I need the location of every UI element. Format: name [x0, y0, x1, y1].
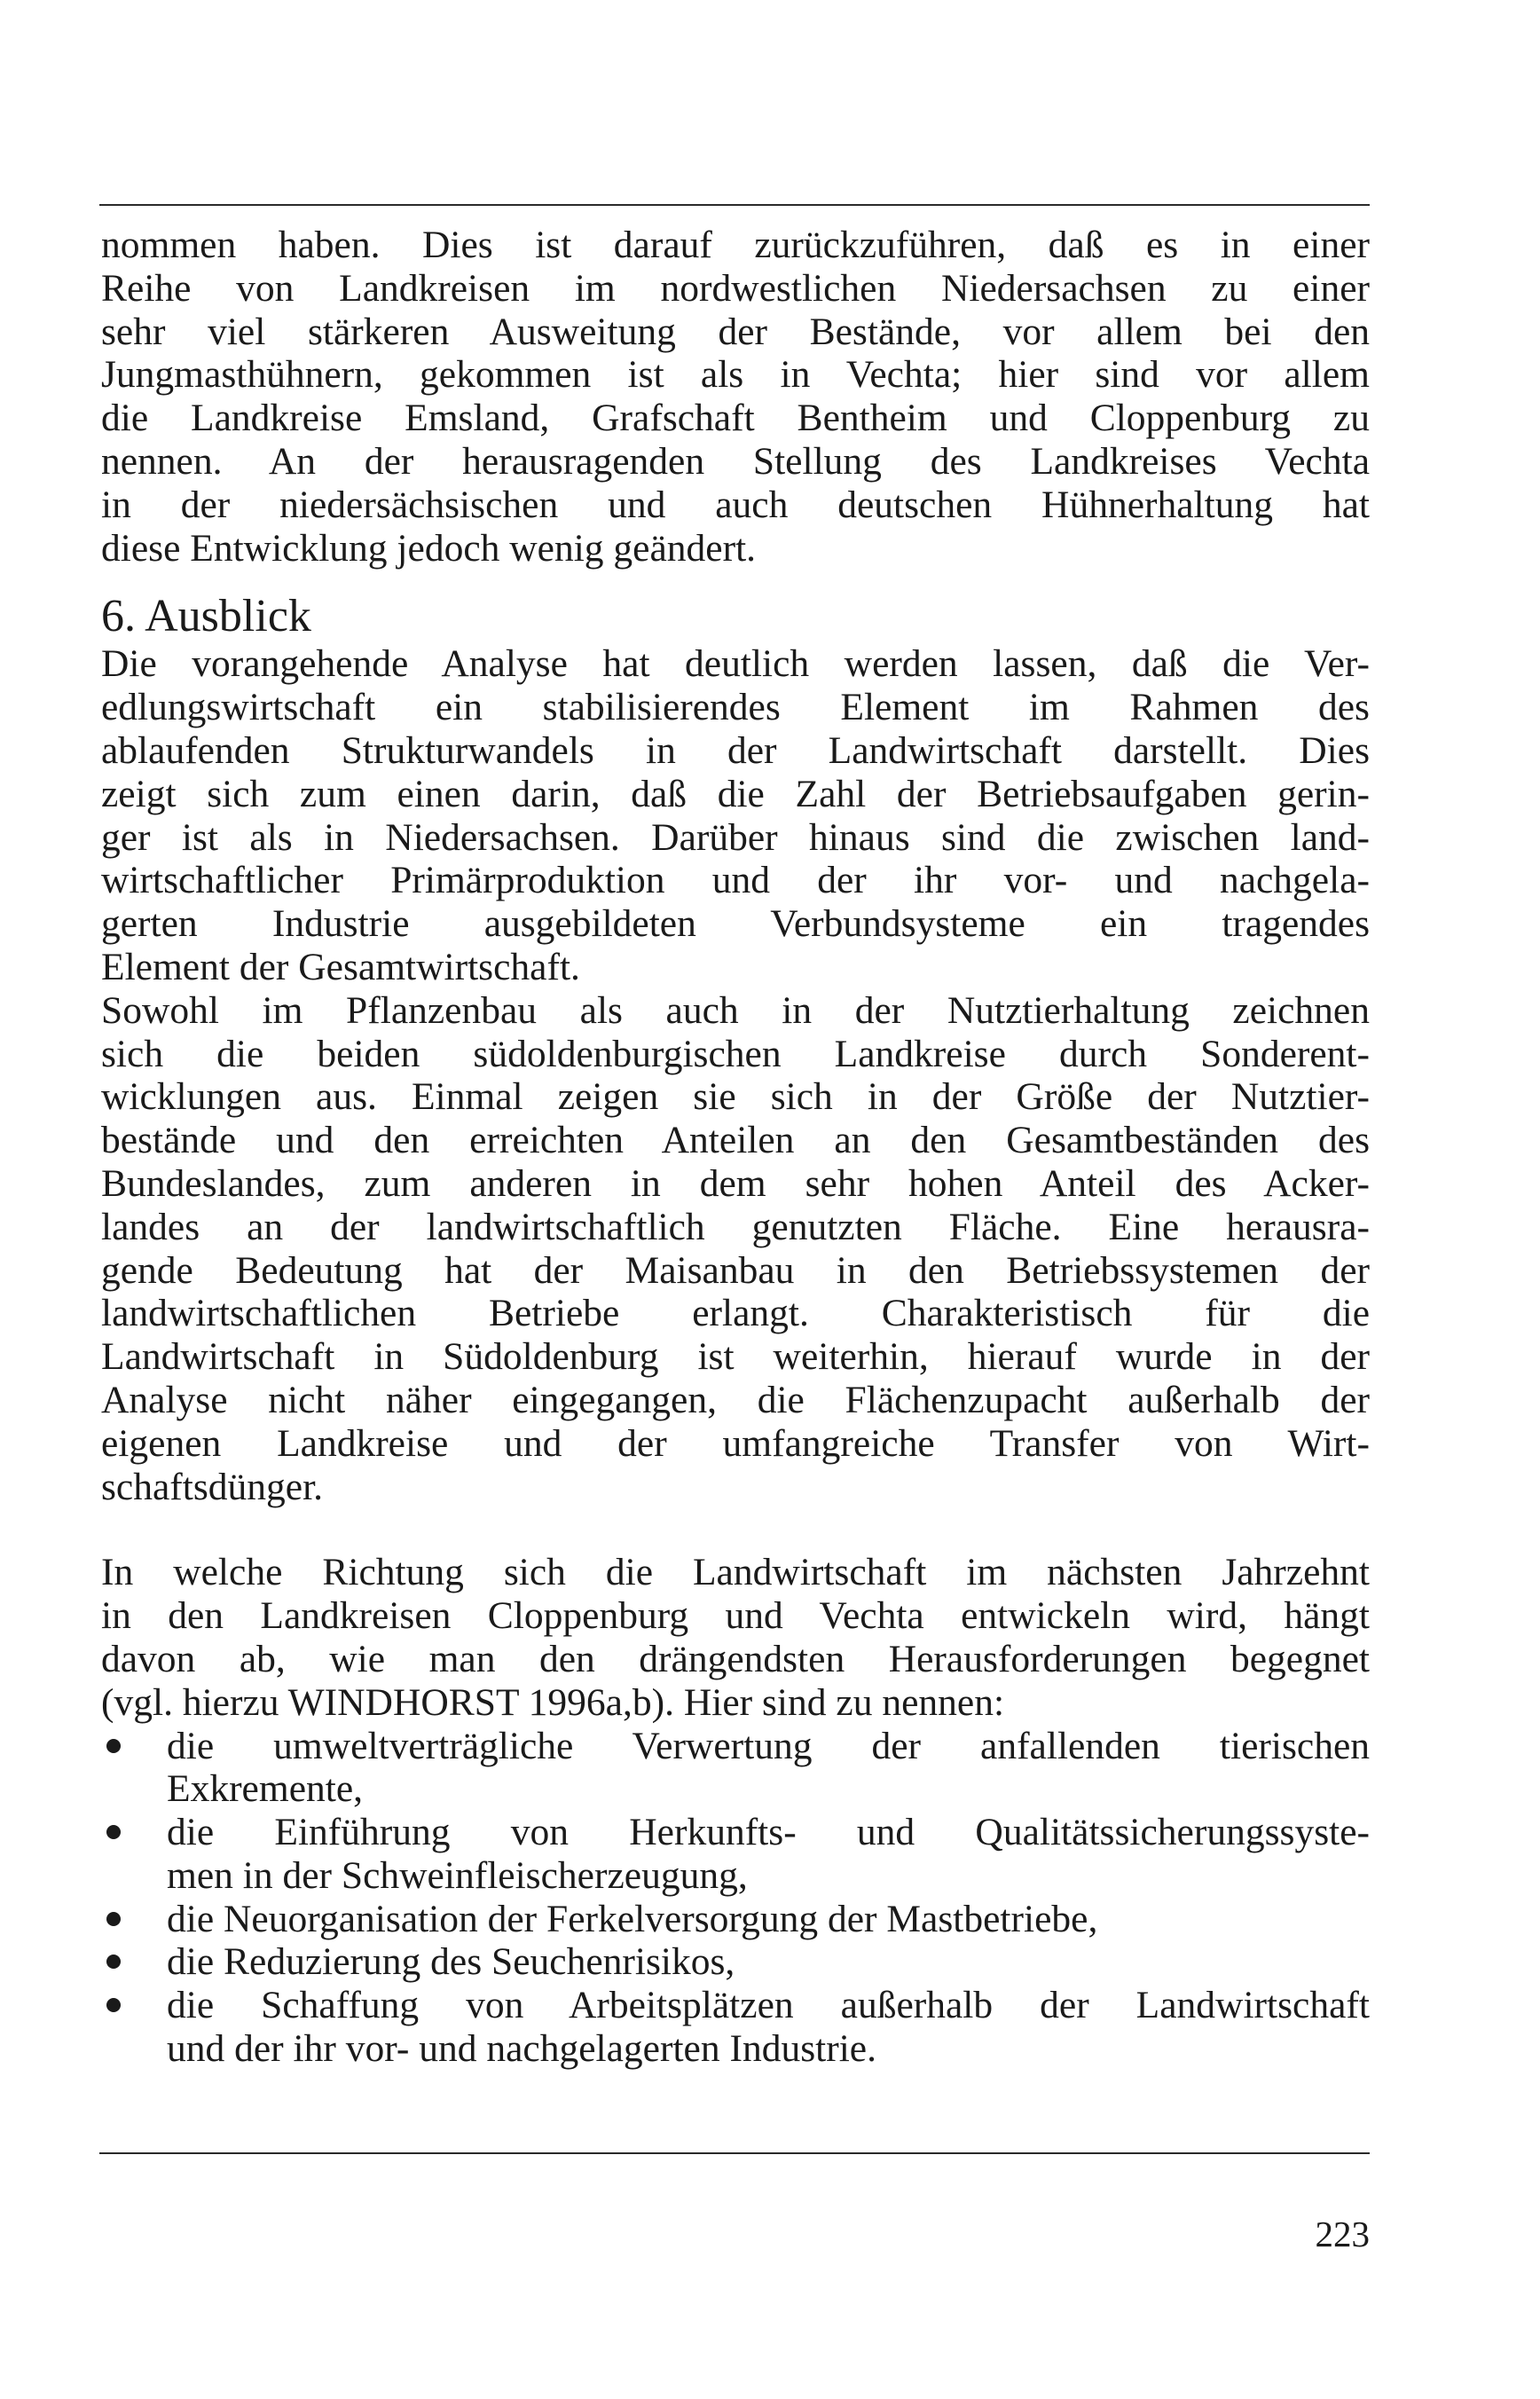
- text-line: men in der Schweinfleischerzeugung,: [167, 1853, 748, 1897]
- text-line: die Schaffung von Arbeitsplätzen außerhalb der Landwirtschaft: [167, 1984, 1370, 2027]
- text-line: Reihe von Landkreisen im nordwestlichen Niedersachsen zu einer: [101, 266, 1370, 310]
- text-line: Element der Gesamtwirtschaft.: [101, 945, 580, 988]
- top-paragraph: [101, 224, 1370, 570]
- section-paragraph-1: [101, 642, 1370, 988]
- text-line: bestände und den erreichten Anteilen an den Gesamtbeständen des: [101, 1119, 1370, 1162]
- section-heading: 6. Ausblick: [101, 591, 311, 642]
- bullet-icon: [106, 1912, 121, 1926]
- section-paragraph-2: [101, 989, 1370, 1509]
- text-line: die Neuorganisation der Ferkelversorgung der Mastbetriebe,: [167, 1897, 1098, 1940]
- text-line: Die vorangehende Analyse hat deutlich werden lassen, daß die Ver-: [101, 642, 1370, 686]
- text-line: Analyse nicht näher eingegangen, die Flächenzupacht außerhalb der: [101, 1378, 1370, 1421]
- list-item: [101, 1811, 1370, 1898]
- text-line: Exkremente,: [167, 1767, 364, 1811]
- text-line: landwirtschaftlichen Betriebe erlangt. Charakteristisch für die: [101, 1292, 1370, 1335]
- text-line: in der niedersächsischen und auch deutschen Hühnerhaltung hat: [101, 483, 1370, 526]
- text-line: edlungswirtschaft ein stabilisierendes Element im Rahmen des: [101, 686, 1370, 729]
- bullet-icon: [106, 1825, 121, 1839]
- text-line: davon ab, wie man den drängendsten Herausforderungen begegnet: [101, 1637, 1370, 1680]
- challenges-list: [101, 1725, 1370, 2071]
- text-line: wirtschaftlicher Primärproduktion und der ihr vor- und nachgela-: [101, 859, 1370, 902]
- bullet-icon: [106, 1739, 121, 1753]
- list-item: [101, 1940, 1370, 1984]
- text-line: sehr viel stärkeren Ausweitung der Bestände, vor allem bei den: [101, 310, 1370, 353]
- text-line: in den Landkreisen Cloppenburg und Vechta entwickeln wird, hängt: [101, 1594, 1370, 1638]
- text-line: eigenen Landkreise und der umfangreiche Transfer von Wirt-: [101, 1421, 1370, 1465]
- text-line: die Landkreise Emsland, Grafschaft Bentheim und Cloppenburg zu: [101, 397, 1370, 440]
- text-line: nennen. An der herausragenden Stellung des Landkreises Vechta: [101, 439, 1370, 483]
- text-line: gerten Industrie ausgebildeten Verbundsysteme ein tragendes: [101, 902, 1370, 946]
- text-line: Landwirtschaft in Südoldenburg ist weiterhin, hierauf wurde in der: [101, 1335, 1370, 1379]
- top-rule: [99, 204, 1370, 206]
- text-line: nommen haben. Dies ist darauf zurückzuführen, daß es in einer: [101, 224, 1370, 266]
- page-content: [101, 224, 1370, 2071]
- text-line: schaftsdünger.: [101, 1465, 324, 1508]
- bullet-icon: [106, 1998, 121, 2012]
- text-line: die umweltverträgliche Verwertung der anfallenden tierischen: [167, 1724, 1370, 1767]
- text-line: die Reduzierung des Seuchenrisikos,: [167, 1940, 735, 1984]
- text-line: landes an der landwirtschaftlich genutzten Fläche. Eine herausra-: [101, 1205, 1370, 1248]
- text-line: Jungmasthühnern, gekommen ist als in Vechta; hier sind vor allem: [101, 353, 1370, 397]
- text-line: sich die beiden südoldenburgischen Landkreise durch Sonderent-: [101, 1032, 1370, 1075]
- bottom-rule: [99, 2152, 1370, 2154]
- text-line: In welche Richtung sich die Landwirtschaft im nächsten Jahrzehnt: [101, 1551, 1370, 1594]
- section-paragraph-3: [101, 1551, 1370, 1724]
- text-line: Bundeslandes, zum anderen in dem sehr hohen Anteil des Acker-: [101, 1161, 1370, 1205]
- paragraph-spacer: [101, 1508, 1370, 1551]
- page-number: 223: [1315, 2214, 1370, 2254]
- text-line: diese Entwicklung jedoch wenig geändert.: [101, 526, 757, 570]
- text-line: ger ist als in Niedersachsen. Darüber hinaus sind die zwischen land-: [101, 815, 1370, 859]
- text-line: die Einführung von Herkunfts- und Qualitätssicherungssyste-: [167, 1811, 1370, 1854]
- text-line: wicklungen aus. Einmal zeigen sie sich in der Größe der Nutztier-: [101, 1075, 1370, 1119]
- list-item: [101, 1984, 1370, 2071]
- text-line: Sowohl im Pflanzenbau als auch in der Nutztierhaltung zeichnen: [101, 988, 1370, 1032]
- text-line: (vgl. hierzu WINDHORST 1996a,b). Hier sind zu nennen:: [101, 1680, 1005, 1724]
- text-line: ablaufenden Strukturwandels in der Landwirtschaft darstellt. Dies: [101, 728, 1370, 772]
- text-line: und der ihr vor- und nachgelagerten Industrie.: [167, 2027, 876, 2071]
- text-line: gende Bedeutung hat der Maisanbau in den Betriebssystemen der: [101, 1248, 1370, 1292]
- text-line: zeigt sich zum einen darin, daß die Zahl der Betriebsaufgaben gerin-: [101, 772, 1370, 815]
- list-item: [101, 1898, 1370, 1941]
- list-item: [101, 1725, 1370, 1812]
- bullet-icon: [106, 1955, 121, 1969]
